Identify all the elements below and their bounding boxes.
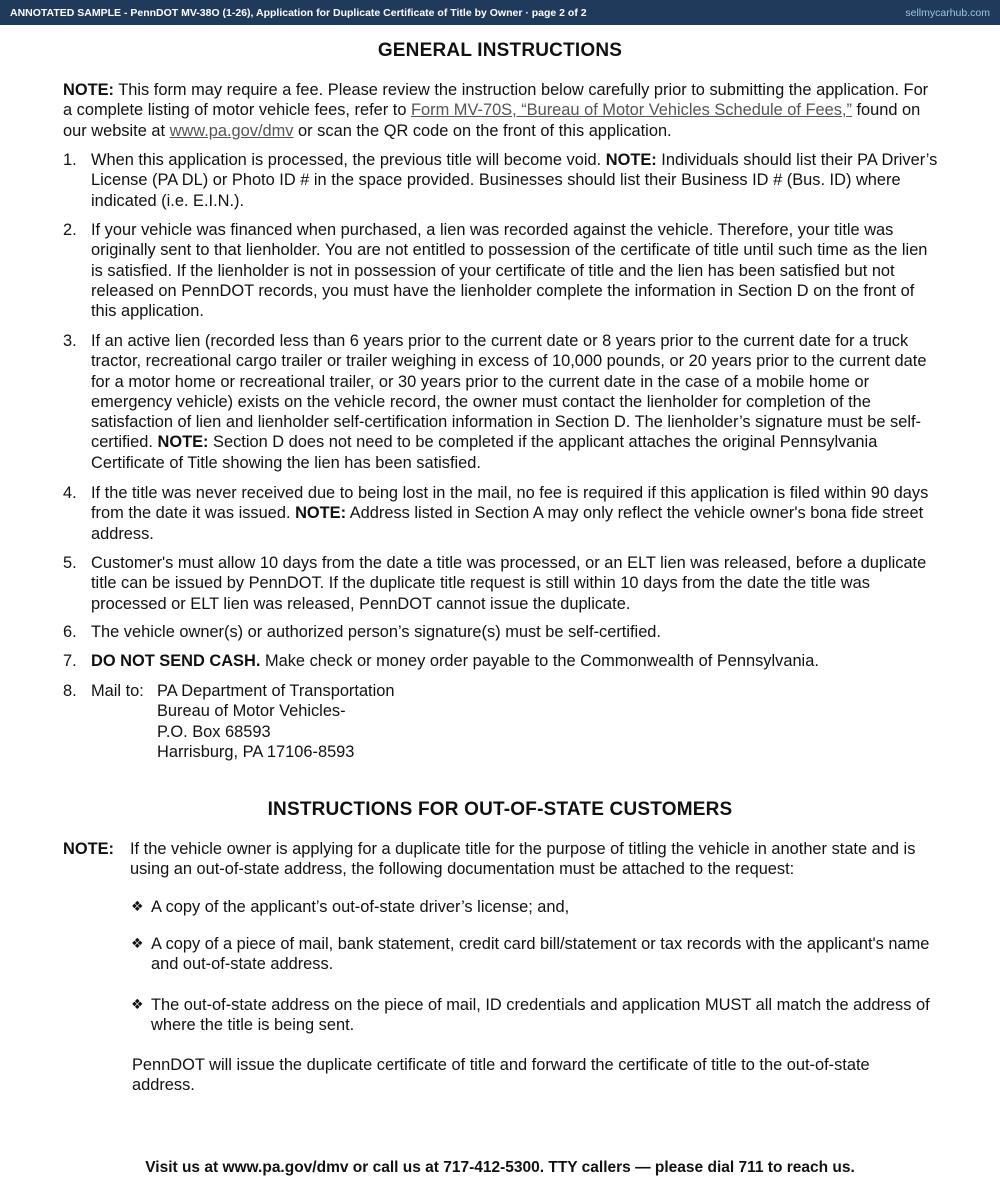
item-number: 1. — [63, 151, 77, 169]
item-text: Section D does not need to be completed if the applicant attaches the original Pennsylvania Certificate of Title showing the lien has been satisfied. — [91, 433, 878, 472]
instruction-item-2 — [63, 220, 938, 321]
instruction-item-7 — [63, 651, 938, 671]
fee-schedule-link[interactable]: Form MV-70S, “Bureau of Motor Vehicles Schedule of Fees,” — [411, 101, 852, 120]
item-text: Make check or money order payable to the Commonwealth of Pennsylvania. — [260, 652, 819, 670]
banner-title: ANNOTATED SAMPLE - PennDOT MV-38O (1-26), Application for Duplicate Certificate of Title by Owner · page 2 of 2 — [10, 6, 587, 19]
address-line: Bureau of Motor Vehicles- — [157, 702, 346, 721]
out-of-state-closing: PennDOT will issue the duplicate certificate of title and forward the certificate of title to the out-of-state address. — [132, 1056, 870, 1095]
item-number: 4. — [63, 484, 77, 502]
instruction-item-1 — [63, 150, 938, 211]
item-text: The vehicle owner(s) or authorized person’s signature(s) must be self-certified. — [91, 623, 661, 641]
diamond-bullet-icon: ❖ — [131, 936, 144, 952]
item-note-label: NOTE: — [605, 151, 657, 169]
fee-note-label: NOTE: — [63, 81, 114, 99]
instruction-item-6 — [63, 622, 938, 642]
item-note-label: NOTE: — [295, 504, 347, 523]
diamond-bullet-icon: ❖ — [131, 997, 144, 1013]
item-note-label: NOTE: — [157, 433, 209, 452]
instruction-item-4 — [63, 483, 938, 544]
contact-footer: Visit us at www.pa.gov/dmv or call us at 717-412-5300. TTY callers — please dial 711 to reach us. — [145, 1159, 855, 1176]
general-instructions-heading: GENERAL INSTRUCTIONS — [377, 40, 623, 61]
item-text: Individuals should list their PA Driver’s License (PA DL) or Photo ID # in the space provided. Businesses should list their Business ID # (Bus. ID) where indicated (i.e. E.I.N.). — [91, 151, 938, 210]
out-of-state-note — [63, 839, 938, 880]
item-number: 2. — [63, 221, 77, 239]
fee-note-text-1: This form may require a fee. Please review the instruction below carefully prior to submitting the application. For a complete listing of motor vehicle fees, refer to — [63, 81, 929, 120]
instruction-item-8-mailing-address — [63, 681, 938, 762]
mail-to-label: Mail to: — [91, 682, 144, 700]
item-text: If your vehicle was financed when purchased, a lien was recorded against the vehicle. Therefore, your title was originally sent to that lienholder. You are not entitled to possession of the certificate of title until such time as the lien is satisfied. If the lienholder is not in possession of your certificate of title and the lien has been satisfied but not released on PennDOT records, you must have the lienholder complete the information in Section D on the front of this application. — [91, 221, 928, 321]
item-text: If an active lien (recorded less than 6 years prior to the current date or 8 years prior to the current date for a truck tractor, recreational cargo trailer or trailer weighing in excess of 10,000 pounds, or 20 years prior to the current date for a motor home or recreational trailer, or 30 years prior to the current date in the case of a mobile home or emergency vehicle) exists on the vehicle record, the owner must contact the lienholder for completion of the satisfaction of lien and lienholder self-certification information in Section D. The lienholder’s signature must be self-certified. — [91, 332, 927, 452]
item-number: 8. — [63, 682, 77, 700]
requirement-bullet-2 — [131, 934, 931, 975]
banner-site: sellmycarhub.com — [905, 6, 990, 19]
diamond-bullet-icon: ❖ — [131, 899, 144, 915]
requirement-bullet-1 — [131, 897, 931, 917]
address-line: P.O. Box 68593 — [157, 722, 271, 741]
item-text: Address listed in Section A may only reflect the vehicle owner's bona fide street address. — [91, 504, 924, 543]
requirement-text: A copy of a piece of mail, bank statement, credit card bill/statement or tax records with the applicant's name and out-of-state address. — [151, 935, 930, 974]
requirement-text: A copy of the applicant’s out-of-state driver’s license; and, — [151, 898, 570, 916]
address-line: Harrisburg, PA 17106-8593 — [157, 742, 355, 761]
fee-note — [63, 80, 933, 141]
out-of-state-note-text: If the vehicle owner is applying for a duplicate title for the purpose of titling the vehicle in another state and is using an out-of-state address, the following documentation must be attached to the request: — [130, 840, 916, 879]
item-text: Customer's must allow 10 days from the date a title was processed, or an ELT lien was released, before a duplicate title can be issued by PennDOT. If the duplicate title request is still within 10 days from the date the title was processed or ELT lien was released, PennDOT cannot issue the duplicate. — [91, 554, 927, 613]
top-banner — [0, 0, 1000, 25]
item-number: 5. — [63, 554, 77, 572]
fee-note-text-2: found on our website at — [63, 101, 921, 140]
item-cash-warning: DO NOT SEND CASH. — [91, 652, 261, 670]
out-of-state-heading: INSTRUCTIONS FOR OUT-OF-STATE CUSTOMERS — [267, 799, 733, 820]
requirement-text: The out-of-state address on the piece of mail, ID credentials and application MUST all match the address of where the title is being sent. — [151, 996, 930, 1035]
dmv-website-link[interactable]: www.pa.gov/dmv — [169, 121, 294, 140]
item-text: If the title was never received due to being lost in the mail, no fee is required if this application is filed within 90 days from the date it was issued. — [91, 484, 929, 523]
out-of-state-note-label: NOTE: — [63, 840, 114, 858]
fee-note-text-3: or scan the QR code on the front of this application. — [293, 121, 672, 140]
item-number: 6. — [63, 623, 77, 641]
address-line: PA Department of Transportation — [157, 682, 395, 700]
instruction-item-5 — [63, 553, 938, 614]
requirement-bullet-3 — [131, 995, 931, 1036]
item-number: 3. — [63, 332, 77, 350]
item-text: When this application is processed, the previous title will become void. — [91, 151, 606, 169]
instruction-item-3 — [63, 331, 938, 473]
item-number: 7. — [63, 652, 77, 670]
mailing-address — [157, 681, 395, 762]
